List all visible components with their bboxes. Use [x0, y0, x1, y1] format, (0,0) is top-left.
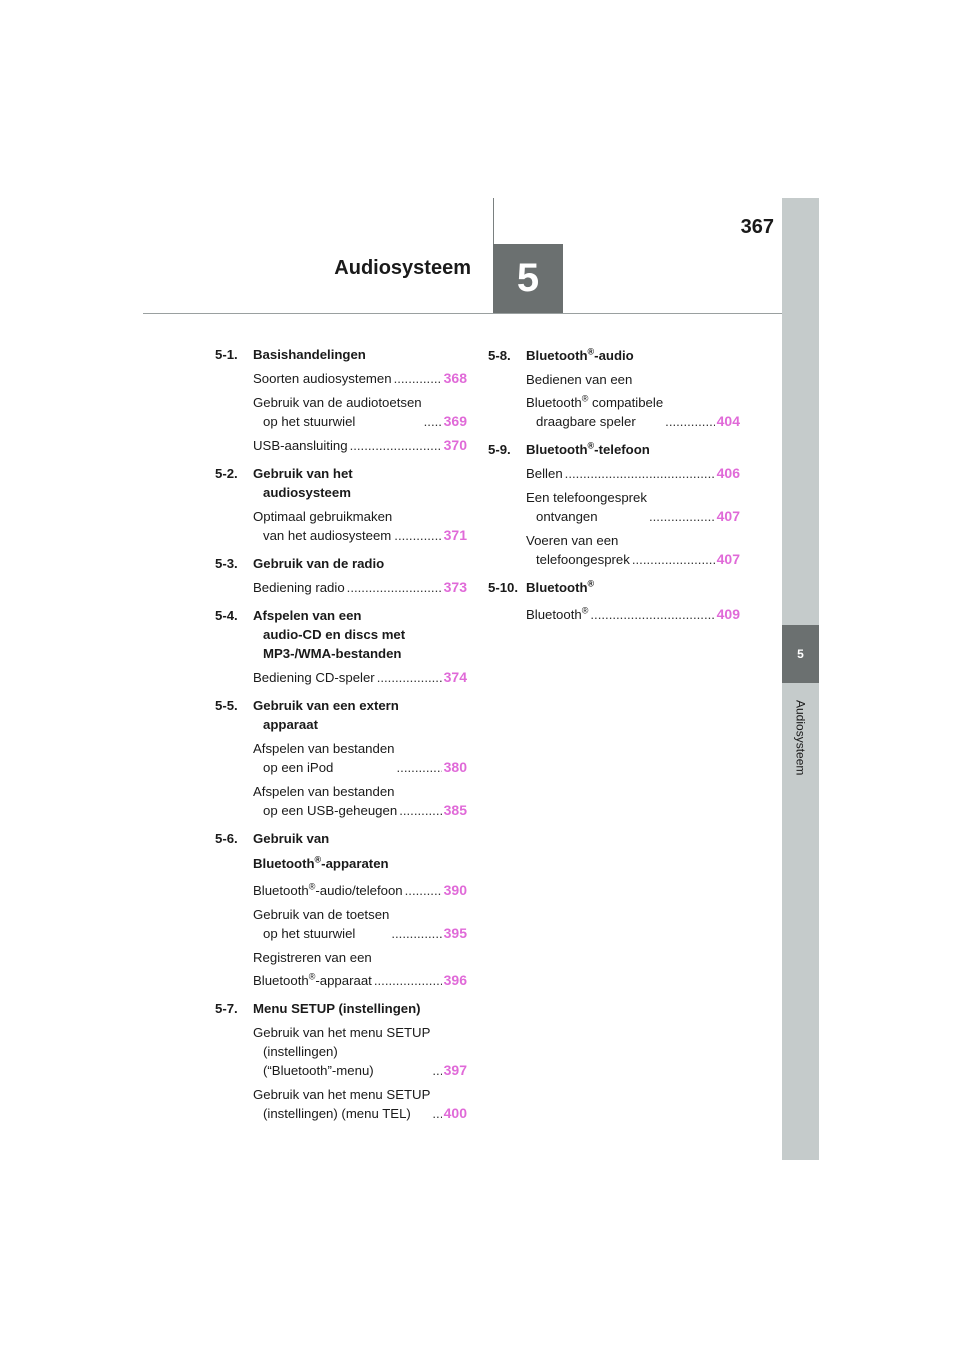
toc-entry[interactable]: Bluetooth® ..... 409: [490, 605, 740, 624]
page-number: 367: [740, 216, 774, 238]
toc-entry[interactable]: USB-aansluiting ..... 370: [217, 436, 467, 455]
toc-entry[interactable]: Gebruik van de audiotoetsen op het stuurwiel ..... 369: [217, 393, 467, 431]
toc-section: 5-1. Basishandelingen: [215, 347, 366, 362]
toc-page-link[interactable]: 370: [443, 437, 467, 453]
toc-page-link[interactable]: 390: [443, 882, 467, 898]
toc-page-link[interactable]: 380: [443, 759, 467, 775]
toc-entry[interactable]: Bediening radio ..... 373: [217, 578, 467, 597]
toc-section: 5-10. Bluetooth®: [488, 578, 595, 595]
toc-entry[interactable]: Bluetooth®-audio/telefoon ..... 390: [217, 881, 467, 900]
toc-page-link[interactable]: 368: [443, 370, 467, 386]
toc-section: 5-6. Gebruik van Bluetooth®-apparaten: [215, 831, 389, 871]
side-tab-label: Audiosysteem: [793, 700, 808, 776]
header-vertical-rule: [493, 198, 494, 244]
toc-section: 5-9. Bluetooth®-telefoon: [488, 440, 650, 457]
toc-page-link[interactable]: 400: [443, 1105, 467, 1121]
toc-entry[interactable]: Optimaal gebruikmaken van het audiosysteem ..... 371: [217, 507, 467, 545]
toc-page-link[interactable]: 395: [443, 925, 467, 941]
toc-page-link[interactable]: 369: [443, 413, 467, 429]
toc-entry[interactable]: Soorten audiosystemen ..... 368: [217, 369, 467, 388]
chapter-number-box: 5: [493, 244, 563, 313]
toc-section: 5-4. Afspelen van een audio-CD en discs met MP3-/WMA-bestanden: [215, 608, 406, 661]
toc-entry[interactable]: Bedienen van een Bluetooth® compatibele draagbare speler ..... 404: [490, 370, 740, 431]
toc-page-link[interactable]: 397: [443, 1062, 467, 1078]
toc-section: 5-7. Menu SETUP (instellingen): [215, 1001, 421, 1016]
toc-entry[interactable]: Een telefoongesprek ontvangen ..... 407: [490, 488, 740, 526]
toc-entry[interactable]: Afspelen van bestanden op een iPod ..... 380: [217, 739, 467, 777]
toc-page-link[interactable]: 407: [716, 551, 740, 567]
side-tab-number: 5: [782, 625, 819, 683]
toc-entry[interactable]: Voeren van een telefoongesprek ..... 407: [490, 531, 740, 569]
toc-entry[interactable]: Afspelen van bestanden op een USB-geheugen ..... 385: [217, 782, 467, 820]
toc-section: 5-5. Gebruik van een extern apparaat: [215, 698, 399, 732]
toc-entry[interactable]: Gebruik van het menu SETUP (instellingen) (menu TEL) ..... 400: [217, 1085, 467, 1123]
toc-page-link[interactable]: 409: [716, 606, 740, 622]
toc-page-link[interactable]: 404: [716, 413, 740, 429]
toc-page-link[interactable]: 396: [443, 972, 467, 988]
toc-entry[interactable]: Bediening CD-speler ..... 374: [217, 668, 467, 687]
toc-column-right: [490, 346, 740, 624]
toc-entry[interactable]: Registreren van een Bluetooth®-apparaat ..... 396: [217, 948, 467, 990]
toc-page-link[interactable]: 374: [443, 669, 467, 685]
toc-entry[interactable]: Gebruik van de toetsen op het stuurwiel ..... 395: [217, 905, 467, 943]
toc-section: 5-2. Gebruik van het audiosysteem: [215, 466, 353, 500]
header-rule: [143, 313, 782, 314]
toc-entry[interactable]: Bellen ..... 406: [490, 464, 740, 483]
toc-section: 5-3. Gebruik van de radio: [215, 556, 385, 571]
toc-page-link[interactable]: 407: [716, 508, 740, 524]
toc-section: 5-8. Bluetooth®-audio: [488, 346, 634, 363]
toc-page-link[interactable]: 373: [443, 579, 467, 595]
chapter-title: Audiosysteem: [334, 257, 471, 279]
toc-page-link[interactable]: 385: [443, 802, 467, 818]
toc-page-link[interactable]: 371: [443, 527, 467, 543]
toc-entry[interactable]: Gebruik van het menu SETUP (instellingen) (“Bluetooth”-menu) ..... 397: [217, 1023, 467, 1080]
toc-page-link[interactable]: 406: [716, 465, 740, 481]
toc-column-left: [217, 345, 467, 1123]
